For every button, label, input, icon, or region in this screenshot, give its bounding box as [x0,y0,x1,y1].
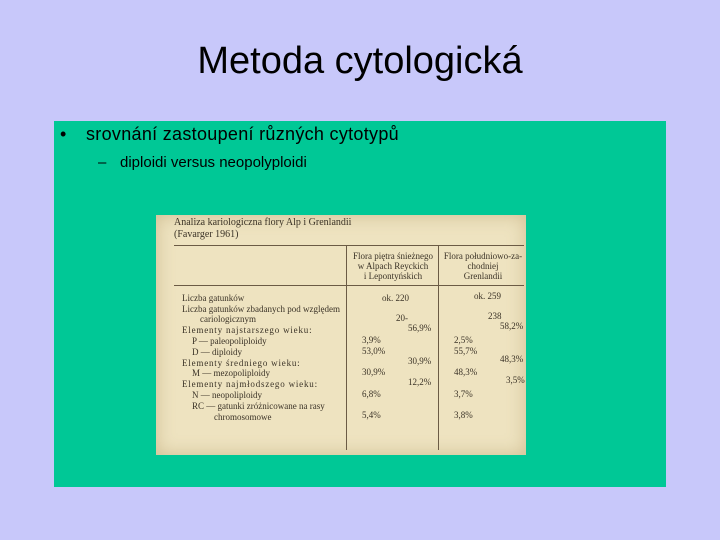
cell-value: 6,8% [362,389,381,399]
cell-value: 55,7% [454,346,478,356]
sub-bullet-text: diploidi versus neopolyploidi [120,154,307,171]
sub-bullet-item [98,154,307,171]
cell-value: ok. 220 [382,293,409,303]
table-divider [346,245,347,450]
cell-value: 56,9% [408,323,432,333]
scan-caption: Analiza kariologiczna flory Alp i Grenlandii [174,217,352,228]
cell-value: ok. 259 [474,291,501,301]
row-label: Liczba gatunków [182,293,245,303]
cell-value: 2,5% [454,335,473,345]
slide-title: Metoda cytologická [197,40,523,82]
scan-caption-source: (Favarger 1961) [174,229,239,240]
cell-value: 5,4% [362,410,381,420]
cell-value: 3,7% [454,389,473,399]
row-label: Elementy najmłodszego wieku: [182,379,318,389]
row-label: N — neopoliploidy [192,390,262,400]
bullet-text: srovnání zastoupení různých cytotypů [86,124,399,144]
cell-value: 30,9% [362,367,386,377]
bullet-marker: • [60,124,67,144]
column-header-alps: Flora piętra śnieżnego w Alpach Reyckich i Lepontyńskich [353,251,433,281]
cell-value: 30,9% [408,356,432,366]
row-label: Elementy najstarszego wieku: [182,325,313,335]
cell-value: 58,2% [500,321,524,331]
cell-value: 48,3% [500,354,524,364]
scanned-table-image [156,215,526,455]
row-label: Liczba gatunków zbadanych pod względem [182,304,340,314]
table-rule [174,245,524,246]
table-divider [438,245,439,450]
row-label: M — mezopoliploidy [192,368,270,378]
row-label: P — paleopoliploidy [192,336,267,346]
row-label: chromosomowe [214,412,272,422]
cell-value: 53,0% [362,346,386,356]
cell-value: 3,9% [362,335,381,345]
cell-value: 20- [396,313,408,323]
cell-value: 3,8% [454,410,473,420]
bullet-item [60,124,399,145]
row-label: D — diploidy [192,347,243,357]
column-header-greenland: Flora południowo-za- chodniej Grenlandii [443,251,523,281]
sub-bullet-marker: – [98,154,107,171]
cell-value: 12,2% [408,377,432,387]
cell-value: 48,3% [454,367,478,377]
row-label: cariologicznym [200,314,256,324]
cell-value: 238 [488,311,502,321]
cell-value: 3,5% [506,375,525,385]
row-label: RC — gatunki zróżnicowane na rasy [192,401,325,411]
row-label: Elementy średniego wieku: [182,358,301,368]
table-rule [174,285,524,286]
